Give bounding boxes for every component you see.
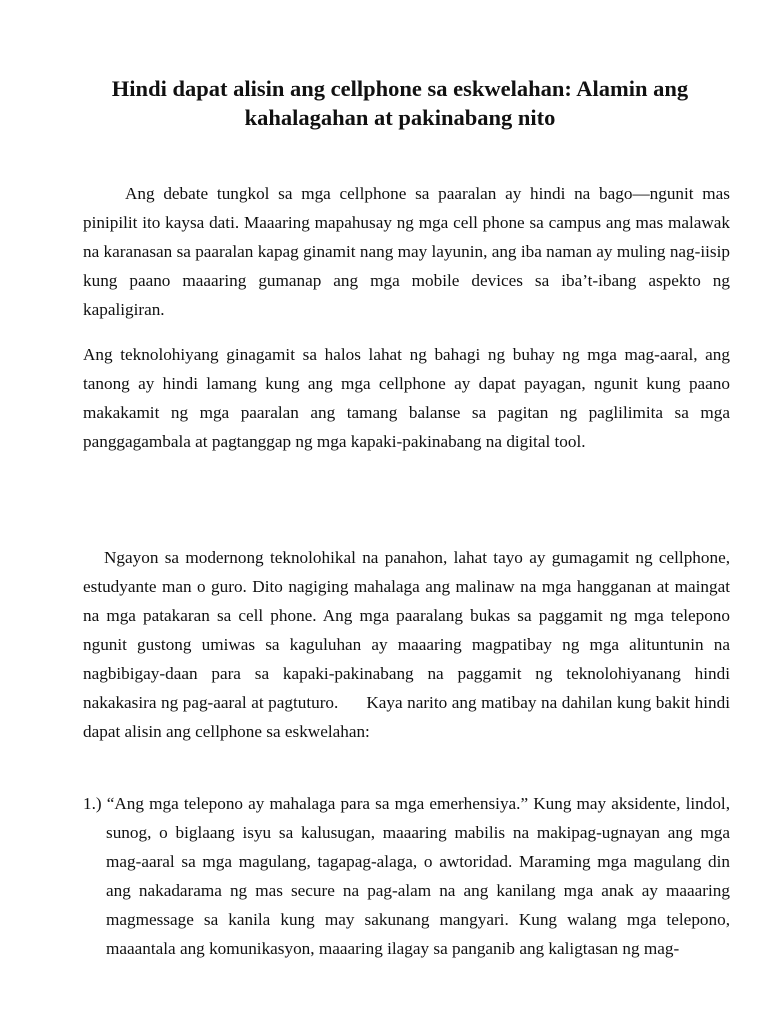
list-intro: Kaya narito ang matibay na dahilan kung bakit hindi dapat alisin ang cellphone sa eskwelahan:	[83, 693, 731, 741]
document-title: Hindi dapat alisin ang cellphone sa eskwelahan: Alamin ang kahalagahan at pakinabang nito	[111, 76, 689, 130]
paragraph-3	[83, 543, 730, 746]
list-item	[83, 789, 730, 963]
paragraph-1: Ang debate tungkol sa mga cellphone sa paaralan ay hindi na bago—ngunit mas pinipilit ito kaysa dati. Maaaring mapahusay ng mga cell phone sa campus ang mas malawak na karanasan sa paaralan kapag ginamit nang may layunin, ang iba naman ay muling nag-iisip kung paano maaaring gumanap ang mga mobile devices sa iba’t-ibang aspekto ng kapaligiran.	[83, 184, 730, 319]
list-item-text: “Ang mga telepono ay mahalaga para sa mga emerhensiya.” Kung may aksidente, lindol, sunog, o biglaang isyu sa kalusugan, maaaring mabilis na makipag-ugnayan ang mga mag-aaral sa mga magulang, tagapag-alaga, o awtoridad. Maraming mga magulang din ang nakadarama ng mas secure na pag-alam na ang kanilang mga anak ay maaaring magmessage sa kanila kung may sakunang mangyari. Kung walang mga telepono, maaantala ang komunikasyon, maaaring ilagay sa panganib ang kaligtasan ng mag-	[106, 794, 731, 958]
paragraph-3-text: Ngayon sa modernong teknolohikal na panahon, lahat tayo ay gumagamit ng cellphone, estudyante man o guro. Dito nagiging mahalaga ang malinaw na mga hangganan at maingat na mga patakaran sa cell phone. Ang mga paaralang bukas sa paggamit ng mga telepono ngunit gustong umiwas sa kaguluhan ay maaaring magpatibay ng mga alituntunin na nagbibigay-daan para sa kapaki-pakinabang na paggamit ng teknolohiyanang hindi nakakasira ng pag-aaral at pagtuturo.	[83, 548, 730, 712]
paragraph-2: Ang teknolohiyang ginagamit sa halos lahat ng bahagi ng buhay ng mga mag-aaral, ang tanong ay hindi lamang kung ang mga cellphone ay dapat payagan, ngunit kung paano makakamit ng mga paaralan ang tamang balanse sa pagitan ng paglilimita sa mga panggagambala at pagtanggap ng mga kapaki-pakinabang na digital tool.	[83, 345, 730, 451]
list-item-number: 1.)	[83, 794, 102, 813]
